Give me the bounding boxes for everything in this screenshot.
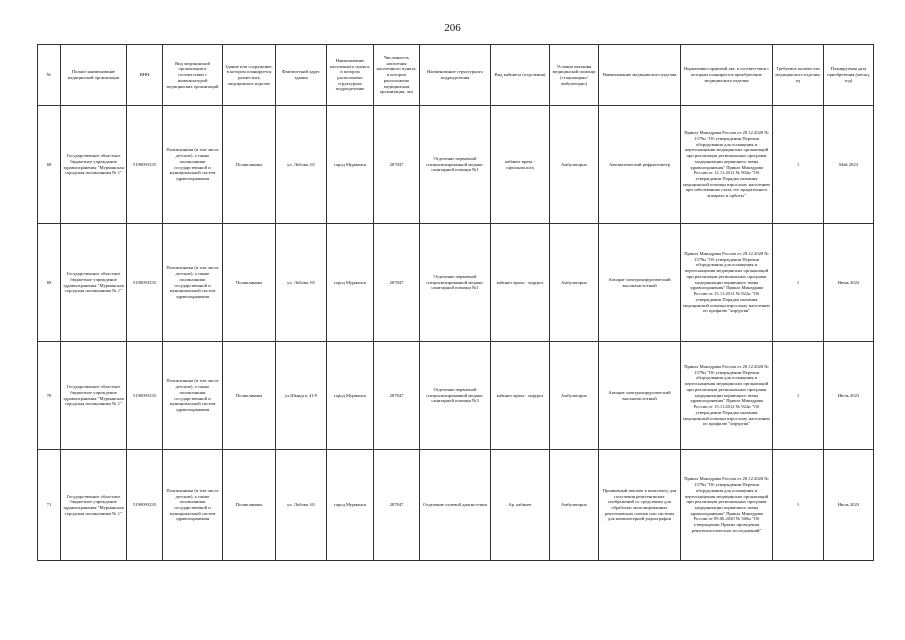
inn-cell: 5190093335 [127,224,163,342]
table-header-row [38,45,874,106]
table-row [38,450,874,561]
device-cell: Проявочный автомат к комплексу для получения рентгеновских изображений со средствами для обработки экспонированных рентгеновских пленок или системы для компьютерной радиографии [599,450,681,561]
organization-type-cell: Поликлиники (в том числе детские), а также поликлиники государственной и муниципальной систем здравоохранения [163,106,223,224]
table-row [38,106,874,224]
header-cell: Фактический адрес здания [276,45,327,106]
locality-cell: город Мурманск [327,342,374,450]
inn-cell: 5190093335 [127,106,163,224]
cabinet-cell: Ар. кабинет [491,450,550,561]
conditions-cell: Амбулаторно [550,450,599,561]
regulation-cell: Приказ Минздрава России от 28.12.2020 № 1379н "Об утверждении Перечня оборудования для оснащения и переоснащения медицинских организаций при реализации региональных программ модернизации первичного звена здравоохранения" Приказ Минздрава России от 09.06.2020 № 560н "Об утверждении Правил проведения рентгенологических исследований" [681,450,773,561]
device-cell: Аппарат электрохирургический высокочастотный [599,224,681,342]
row-number-cell: 69 [38,224,61,342]
address-cell: ул. Лобова, 65 [276,450,327,561]
organization-type-cell: Поликлиники (в том числе детские), а также поликлиники государственной и муниципальной систем здравоохранения [163,224,223,342]
row-number-cell: 70 [38,342,61,450]
header-cell: Численность населения населенного пункта, в котором расположено медицинская организация, чел [374,45,420,106]
header-cell: Нормативно-правовой акт, в соответствии с которым планируется приобретение медицинского изделия [681,45,773,106]
row-number-cell: 68 [38,106,61,224]
organization-cell: Государственное областное бюджетное учреждение здравоохранения "Мурманская городская поликлиника № 1" [61,342,127,450]
organization-cell: Государственное областное бюджетное учреждение здравоохранения "Мурманская городская поликлиника № 1" [61,224,127,342]
date-cell: Июль 2023 [824,450,874,561]
cabinet-cell: кабинет врача - хирурга [491,342,550,450]
building-cell: Поликлиника [223,106,276,224]
header-cell: Вид кабинета (отделения) [491,45,550,106]
cabinet-cell: кабинет врача - хирурга [491,224,550,342]
organization-cell: Государственное областное бюджетное учреждение здравоохранения "Мурманская городская поликлиника № 1" [61,450,127,561]
unit-cell: Отделение первичной специализированной медико-санитарной помощи №3 [420,342,491,450]
quantity-cell: 1 [773,106,824,224]
address-cell: ул.Шмидта, 41/9 [276,342,327,450]
header-cell: Вид медицинской организации в соответствии с номенклатурой медицинских организаций [163,45,223,106]
date-cell: Июль 2023 [824,342,874,450]
regulation-cell: Приказ Минздрава России от 28.12.2020 № 1379н "Об утверждении Перечня оборудования для оснащения и переоснащения медицинских организаций при реализации региональных программ модернизации первичного звена здравоохранения" Приказ Минздрава России от 15.11.2012 № 922н "Об утверждении Порядка оказания медицинской помощи взрослому населению по профилю "хирургия" [681,342,773,450]
locality-cell: город Мурманск [327,224,374,342]
header-cell: № [38,45,61,106]
table-row [38,342,874,450]
unit-cell: Отделение первичной специализированной медико-санитарной помощи №1 [420,224,491,342]
organization-type-cell: Поликлиники (в том числе детские), а также поликлиники государственной и муниципальной систем здравоохранения [163,450,223,561]
population-cell: 287847 [374,342,420,450]
quantity-cell: 1 [773,224,824,342]
quantity-cell: 1 [773,342,824,450]
locality-cell: город Мурманск [327,450,374,561]
organization-cell: Государственное областное бюджетное учреждение здравоохранения "Мурманская городская поликлиника № 1" [61,106,127,224]
population-cell: 287847 [374,450,420,561]
locality-cell: город Мурманск [327,106,374,224]
header-cell: Требуемое количество медицинского изделия, ед [773,45,824,106]
header-cell: Планируемая дата приобретения (месяц, год) [824,45,874,106]
header-cell: Полное наименование медицинской организации [61,45,127,106]
date-cell: Май 2023 [824,106,874,224]
page-number: 206 [444,22,461,34]
header-cell: Здание или сооружение, в котором планируется разместить медицинское изделие [223,45,276,106]
cabinet-cell: кабинет врача - офтальмолога [491,106,550,224]
building-cell: Поликлиника [223,224,276,342]
quantity-cell: 1 [773,450,824,561]
inn-cell: 5190093335 [127,342,163,450]
equipment-registry-table [37,44,874,561]
regulation-cell: Приказ Минздрава России от 28.12.2020 № 1379н "Об утверждении Перечня оборудования для оснащения и переоснащения медицинских организаций при реализации региональных программ модернизации первичного звена здравоохранения" Приказ Минздрава России от 12.11.2012 № 902н "Об утверждении Порядка оказания медицинской помощи взрослому населению при заболеваниях глаза, его придаточного аппарата и орбиты" [681,106,773,224]
population-cell: 287847 [374,224,420,342]
table-row [38,224,874,342]
date-cell: Июнь 2023 [824,224,874,342]
header-cell: Наименование структурного подразделения [420,45,491,106]
building-cell: Поликлиника [223,342,276,450]
regulation-cell: Приказ Минздрава России от 28.12.2020 № 1379н "Об утверждении Перечня оборудования для оснащения и переоснащения медицинских организаций при реализации региональных программ модернизации первичного звена здравоохранения" Приказ Минздрава России от 15.11.2012 № 922н "Об утверждении Порядка оказания медицинской помощи взрослому населению по профилю "хирургия" [681,224,773,342]
address-cell: ул. Лобова, 65 [276,106,327,224]
device-cell: Аппарат электрохирургический высокочастотный [599,342,681,450]
building-cell: Поликлиника [223,450,276,561]
conditions-cell: Амбулаторно [550,224,599,342]
row-number-cell: 71 [38,450,61,561]
header-cell: Наименование населенного пункта, в котором расположено структурное подразделение [327,45,374,106]
header-cell: Наименование медицинского изделия [599,45,681,106]
header-cell: ИНН [127,45,163,106]
conditions-cell: Амбулаторно [550,106,599,224]
unit-cell: Отделение первичной специализированной медико-санитарной помощи №1 [420,106,491,224]
inn-cell: 5190093335 [127,450,163,561]
conditions-cell: Амбулаторно [550,342,599,450]
address-cell: ул. Лобова, 65 [276,224,327,342]
header-cell: Условия оказания медицинской помощи (стационарно/амбулаторно) [550,45,599,106]
population-cell: 287847 [374,106,420,224]
organization-type-cell: Поликлиники (в том числе детские), а также поликлиники государственной и муниципальной систем здравоохранения [163,342,223,450]
unit-cell: Отделение лучевой диагностики [420,450,491,561]
device-cell: Автоматический рефрактометр [599,106,681,224]
